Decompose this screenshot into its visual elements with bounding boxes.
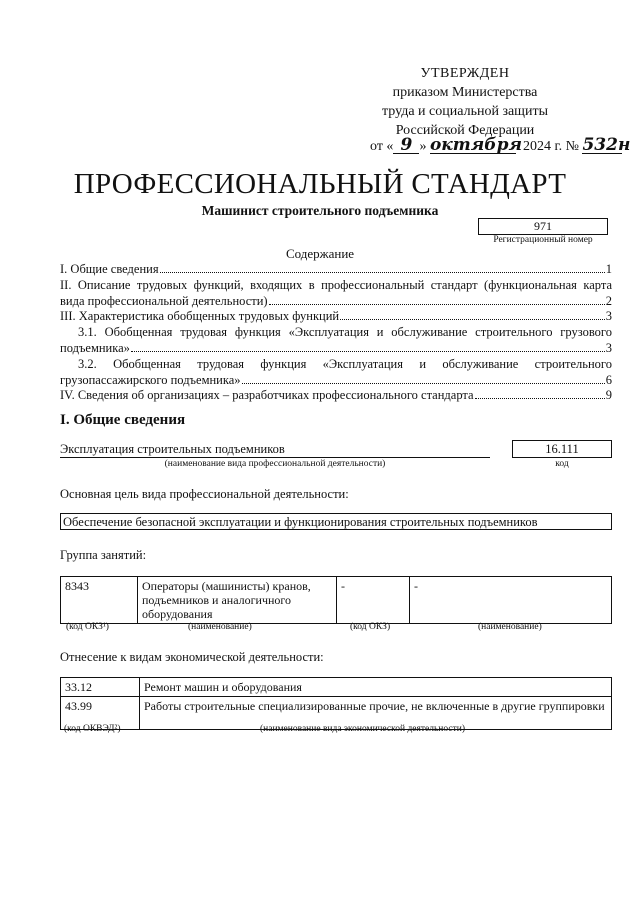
- toc-leader: [269, 304, 605, 305]
- activity-name-field: Эксплуатация строительных подъемников: [60, 442, 490, 458]
- toc-leader: [340, 319, 605, 320]
- toc-item[interactable]: [60, 294, 612, 310]
- occupation-name: Операторы (машинисты) кранов, подъемников и аналогичного оборудования: [138, 577, 337, 624]
- date-month-handwritten: октября: [429, 135, 522, 155]
- economic-captions: [60, 724, 612, 738]
- toc-leader: [131, 351, 605, 352]
- economic-code: 33.12: [61, 678, 140, 697]
- approval-line-4: Российской Федерации: [395, 123, 535, 138]
- activity-name-caption: (наименование вида профессиональной деятельности): [164, 459, 386, 469]
- caption-name-2: (наименование): [478, 622, 542, 632]
- occupation-label: Группа занятий:: [60, 548, 147, 562]
- toc-item-page: 1: [605, 262, 612, 276]
- economic-label: Отнесение к видам экономической деятельности:: [60, 650, 324, 664]
- activity-code-box: 16.111: [512, 440, 612, 458]
- toc-item-line1[interactable]: 3.2. Обобщенная трудовая функция «Эксплуатация и обслуживание строительного: [78, 356, 612, 371]
- occupation-code-2: -: [337, 577, 410, 624]
- toc-item-line1[interactable]: II. Описание трудовых функций, входящих в профессиональный стандарт (функциональная карта: [60, 277, 612, 292]
- order-number-handwritten: 532н: [582, 135, 631, 155]
- toc-item-text: подъемника»: [60, 340, 130, 355]
- toc-item-page: 3: [605, 309, 612, 324]
- goal-label: Основная цель вида профессиональной деятельности:: [60, 487, 349, 501]
- occupation-name-2: -: [410, 577, 612, 624]
- approval-block: [330, 64, 600, 140]
- toc-item-text: IV. Сведения об организациях – разработчиках профессионального стандарта: [60, 388, 474, 403]
- toc-item[interactable]: [60, 262, 612, 278]
- date-mid: »: [419, 139, 427, 154]
- economic-name: Работы строительные специализированные прочие, не включенные в другие группировки: [140, 697, 612, 730]
- toc-item[interactable]: [60, 388, 612, 404]
- section-heading: I. Общие сведения: [60, 412, 186, 428]
- activity-code-caption: код: [555, 459, 569, 469]
- standard-name: Машинист строительного подъемника: [201, 203, 439, 218]
- approval-line-3: труда и социальной защиты: [382, 104, 548, 119]
- toc-item[interactable]: [60, 373, 612, 389]
- toc-item-page: 6: [605, 372, 612, 387]
- date-day-handwritten: 9: [393, 137, 419, 154]
- caption-okved-code: (код ОКВЭД²): [64, 724, 121, 734]
- economic-table: [60, 677, 612, 730]
- economic-name: Ремонт машин и оборудования: [140, 678, 612, 697]
- toc-item-text: грузопассажирского подъемника»: [60, 372, 241, 387]
- toc-item-text: вида профессиональной деятельности): [60, 293, 268, 308]
- caption-okz-code: (код ОКЗ¹): [66, 622, 109, 632]
- registration-number-label: Регистрационный номер: [493, 235, 593, 245]
- toc-leader: [242, 383, 605, 384]
- toc-item[interactable]: [60, 341, 612, 357]
- approval-line-2: приказом Министерства: [392, 85, 538, 100]
- caption-name: (наименование): [188, 622, 252, 632]
- document-title: ПРОФЕССИОНАЛЬНЫЙ СТАНДАРТ: [73, 168, 567, 200]
- caption-okz-code-2: (код ОКЗ): [350, 622, 391, 632]
- occupation-captions: [60, 622, 612, 636]
- table-row: [61, 577, 612, 624]
- toc-leader: [475, 398, 605, 399]
- toc-item-text: I. Общие сведения: [60, 262, 159, 276]
- goal-box: Обеспечение безопасной эксплуатации и функционирования строительных подъемников: [60, 513, 612, 530]
- economic-code: 43.99: [61, 697, 140, 730]
- date-prefix: от «: [370, 139, 394, 154]
- registration-number-box: 971: [478, 218, 608, 235]
- table-of-contents: [60, 262, 612, 404]
- toc-item-page: 9: [605, 388, 612, 403]
- caption-economic-name: (наименование вида экономической деятельности): [260, 724, 465, 734]
- table-row: [61, 678, 612, 697]
- date-year: 2024 г. №: [522, 139, 579, 154]
- toc-item-page: 3: [605, 340, 612, 355]
- toc-item-text: III. Характеристика обобщенных трудовых функций: [60, 309, 340, 324]
- approval-title: УТВЕРЖДЕН: [420, 66, 510, 81]
- toc-item[interactable]: [60, 309, 612, 325]
- toc-item-page: 2: [605, 293, 612, 308]
- approval-date-line: [370, 135, 631, 155]
- occupation-code: 8343: [61, 577, 138, 624]
- toc-leader: [160, 272, 605, 273]
- occupation-table: [60, 576, 612, 624]
- toc-item-line1[interactable]: 3.1. Обобщенная трудовая функция «Эксплуатация и обслуживание строительного грузового: [78, 325, 612, 340]
- contents-heading: Содержание: [285, 246, 355, 261]
